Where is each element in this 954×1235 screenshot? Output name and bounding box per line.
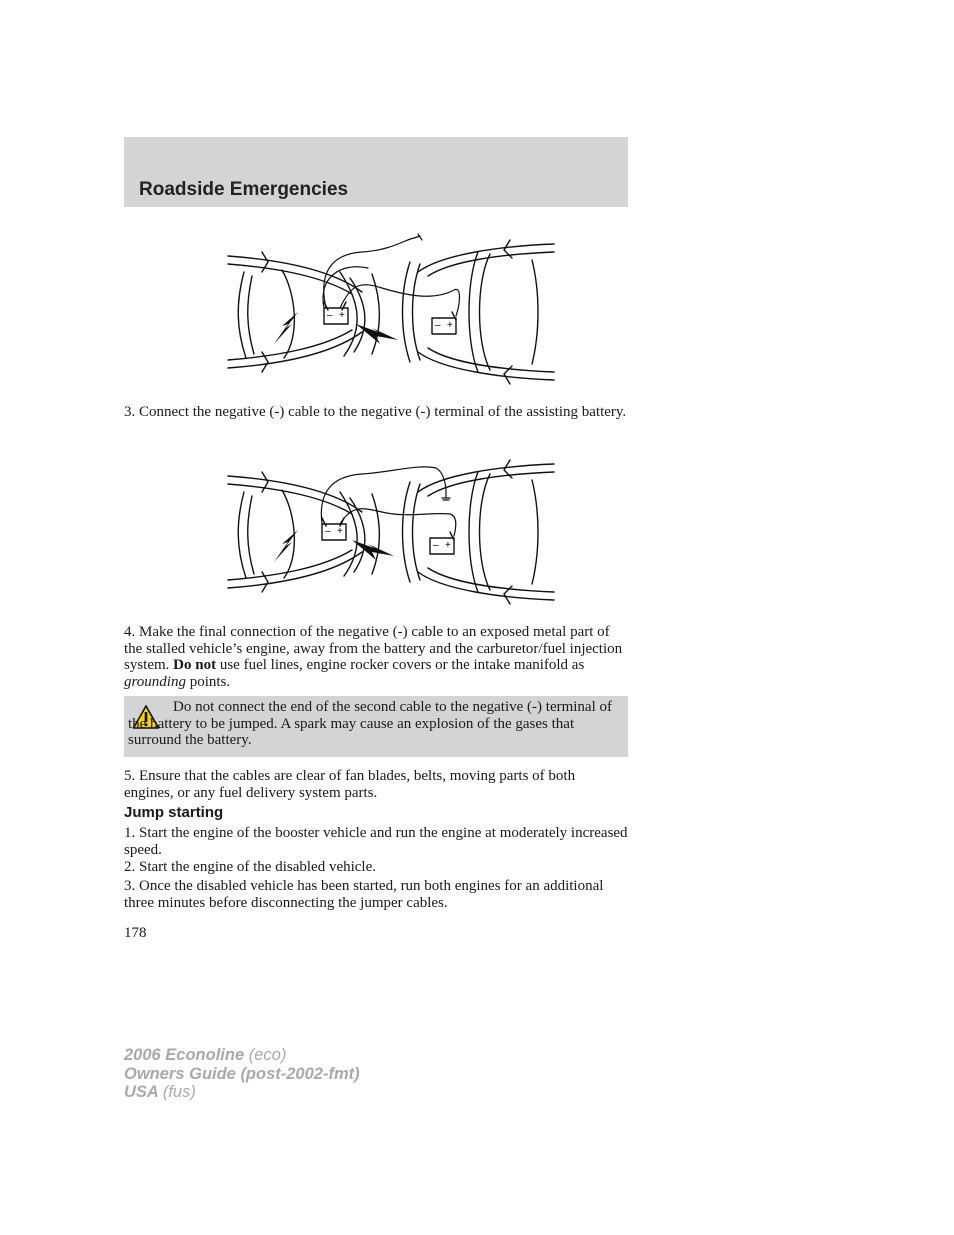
document-footer — [124, 1046, 360, 1102]
dead-battery-plus-label: + — [445, 540, 451, 551]
booster-battery-plus-label: + — [339, 310, 345, 321]
footer-model-code: (eco) — [248, 1046, 287, 1064]
step4-grounding: grounding — [124, 673, 186, 690]
spark-warning-icon — [352, 540, 394, 560]
jumper-cables — [323, 234, 459, 316]
dead-battery-minus-label: – — [435, 320, 441, 331]
footer-guide: Owners Guide (post-2002-fmt) — [124, 1064, 360, 1083]
page-number: 178 — [124, 925, 147, 941]
footer-market-code: (fus) — [162, 1083, 196, 1101]
dead-battery-plus-label: + — [447, 320, 453, 331]
jump-start-diagram-step3 — [222, 232, 556, 392]
step5-text: 5. Ensure that the cables are clear of fan blades, belts, moving parts of both engines, or any fuel delivery system parts. — [124, 768, 576, 801]
footer-model: 2006 Econoline — [124, 1046, 245, 1064]
step3-text: 3. Connect the negative (-) cable to the negative (-) terminal of the assisting battery. — [124, 404, 627, 420]
step4-do-not: Do not — [173, 657, 217, 673]
booster-vehicle-drawing — [228, 252, 380, 372]
booster-battery-minus-label: – — [325, 526, 331, 537]
dead-battery-minus-label: – — [433, 540, 439, 551]
booster-battery-plus-label: + — [337, 526, 343, 537]
step4-part1: 4. Make the final connection of the negative (-) cable to an exposed metal part of the stalled vehicle’s engine, away from the battery and the carburetor/fuel injection system. — [124, 624, 623, 673]
step4-part2: use fuel lines, engine rocker covers or the intake manifold as — [219, 657, 585, 673]
booster-vehicle-drawing — [228, 472, 380, 592]
disabled-vehicle-drawing — [403, 460, 555, 604]
jump-start-diagram-step4 — [222, 452, 556, 612]
step4-text — [124, 624, 628, 690]
warning-text: Do not connect the end of the second cable to the negative (-) terminal of the battery to be jumped. A spark may cause an explosion of the gases that surround the battery. — [128, 699, 612, 748]
jump-step1-text: 1. Start the engine of the booster vehicle and run the engine at moderately increased speed. — [124, 825, 628, 858]
step4-part3: points. — [189, 673, 231, 690]
section-title: Roadside Emergencies — [139, 179, 349, 200]
warning-box — [124, 696, 628, 757]
booster-battery-minus-label: – — [327, 310, 333, 321]
disabled-vehicle-drawing — [403, 240, 555, 384]
jump-step3-text: 3. Once the disabled vehicle has been started, run both engines for an additional three minutes before disconnecting the jumper cables. — [124, 878, 604, 911]
jump-starting-heading: Jump starting — [124, 804, 224, 821]
footer-market: USA — [124, 1083, 159, 1101]
jump-step2-text: 2. Start the engine of the disabled vehicle. — [124, 859, 377, 875]
section-header-band — [124, 137, 628, 207]
